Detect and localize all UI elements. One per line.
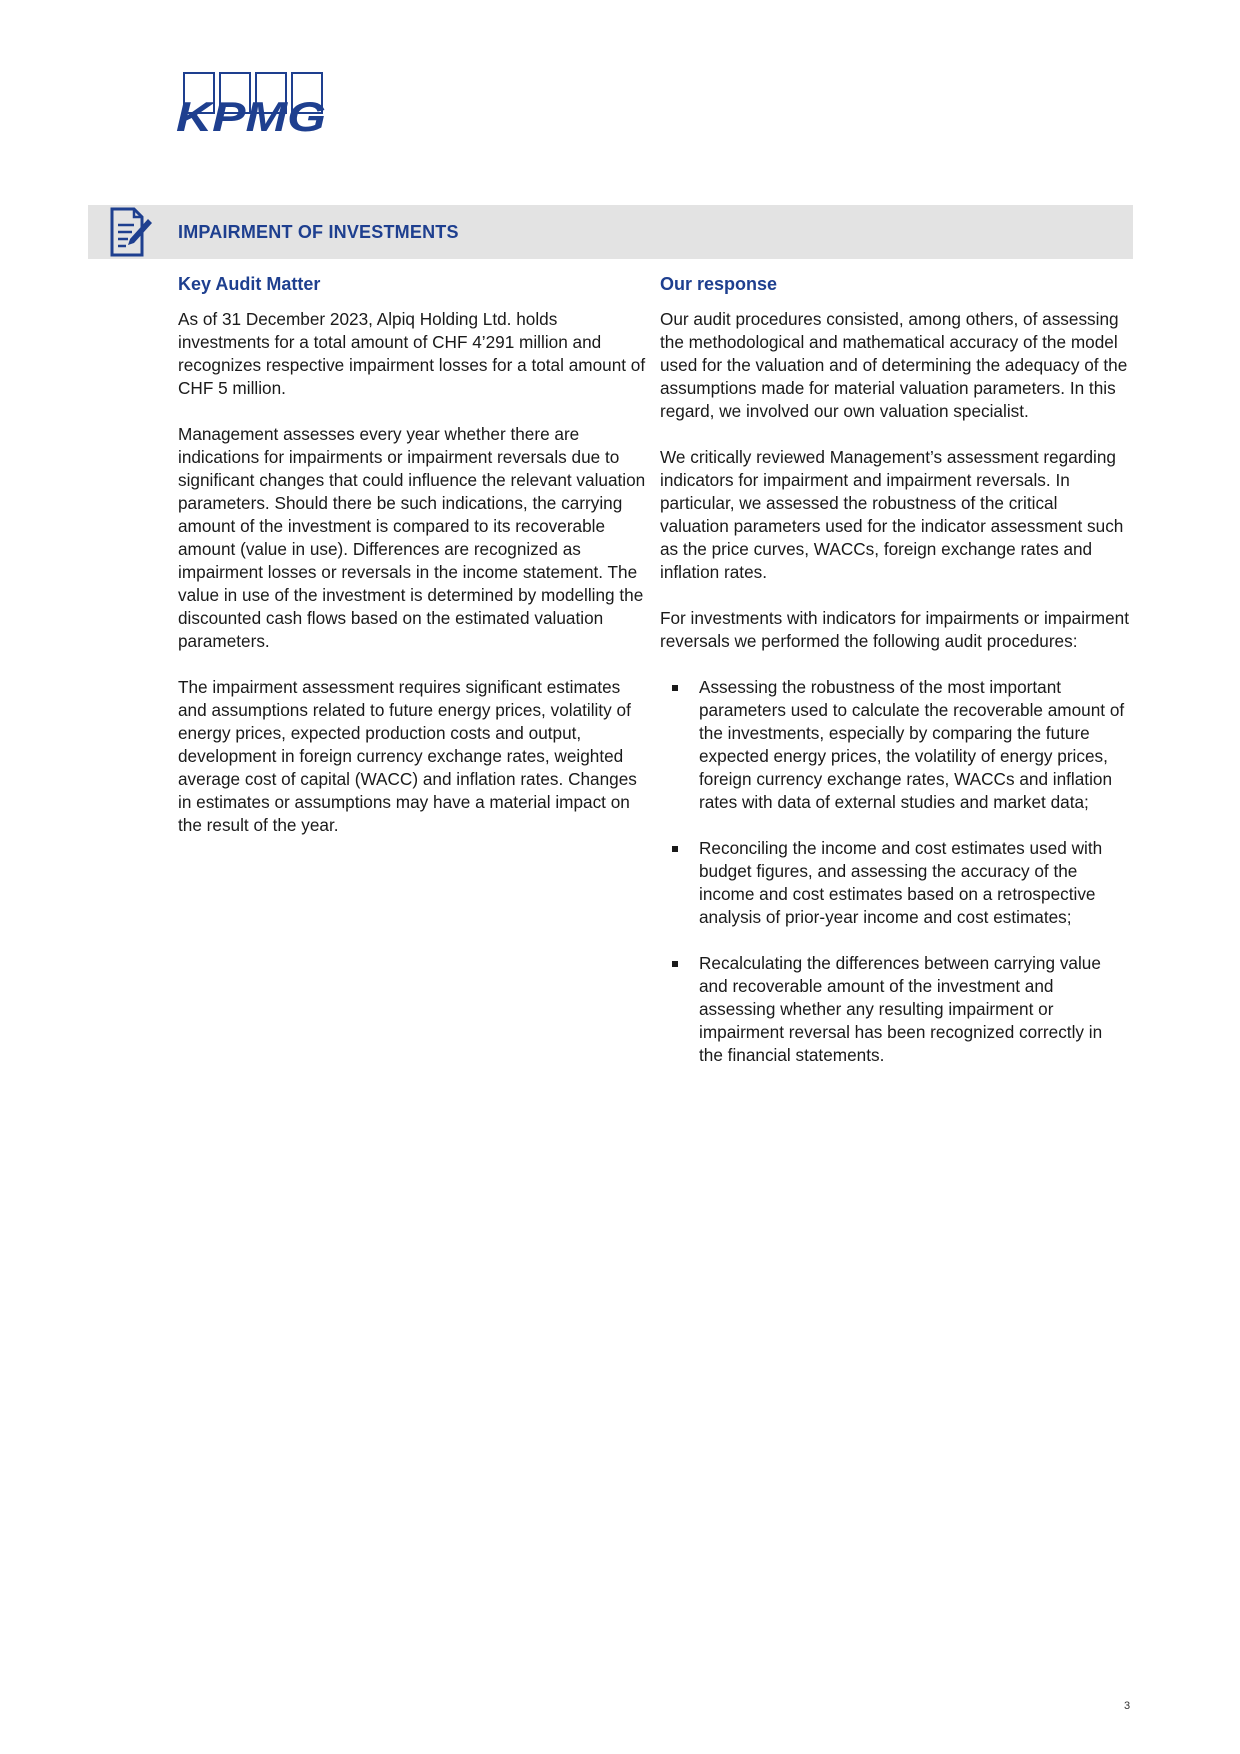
bullet-square-icon	[672, 961, 678, 967]
section-banner	[88, 205, 1133, 259]
key-audit-matter-heading: Key Audit Matter	[178, 274, 321, 294]
kam-paragraph: As of 31 December 2023, Alpiq Holding Ltd. holds investments for a total amount of CHF 4’291 million and recognizes respective impairment losses for a total amount of CHF 5 million.	[178, 309, 646, 398]
list-item	[660, 952, 1130, 1067]
bullet-square-icon	[672, 685, 678, 691]
bullet-square-icon	[672, 846, 678, 852]
procedures-list	[660, 676, 1130, 1067]
our-response-heading: Our response	[660, 274, 778, 294]
page-number: 3	[1124, 1700, 1131, 1712]
response-paragraph: For investments with indicators for impairments or impairment reversals we performed the following audit procedures:	[660, 608, 1129, 651]
list-item	[660, 837, 1130, 929]
our-response-column	[660, 272, 1130, 1090]
list-item-text: Recalculating the differences between carrying value and recoverable amount of the investment and assessing whether any resulting impairment or impairment reversal has been recognized correctly in the financial statements.	[699, 953, 1103, 1065]
kpmg-logo	[176, 72, 328, 136]
logo-wordmark: KPMG	[176, 93, 326, 136]
key-audit-matter-column	[178, 272, 648, 860]
document-pen-icon	[108, 205, 156, 259]
kam-paragraph: Management assesses every year whether there are indications for impairments or impairment reversals due to significant changes that could influence the relevant valuation parameters. Should there be such indications, the carrying amount of the investment is compared to its recoverable amount (value in use). Differences are recognized as impairment losses or reversals in the income statement. The value in use of the investment is determined by modelling the discounted cash flows based on the estimated valuation parameters.	[178, 424, 646, 651]
list-item-text: Assessing the robustness of the most important parameters used to calculate the recoverable amount of the investments, especially by comparing the future expected energy prices, the volatility of energy prices, foreign currency exchange rates, WACCs and inflation rates with data of external studies and market data;	[699, 677, 1125, 812]
list-item	[660, 676, 1130, 814]
section-title: IMPAIRMENT OF INVESTMENTS	[178, 222, 459, 242]
response-paragraph: We critically reviewed Management’s assessment regarding indicators for impairment and impairment reversals. In particular, we assessed the robustness of the critical valuation parameters used for the indicator assessment such as the price curves, WACCs, foreign exchange rates and inflation rates.	[660, 447, 1124, 582]
list-item-text: Reconciling the income and cost estimates used with budget figures, and assessing the accuracy of the income and cost estimates based on a retrospective analysis of prior-year income and cost estimates;	[699, 838, 1103, 927]
kam-paragraph: The impairment assessment requires significant estimates and assumptions related to future energy prices, volatility of energy prices, expected production costs and output, development in foreign currency exchange rates, weighted average cost of capital (WACC) and inflation rates. Changes in estimates or assumptions may have a material impact on the result of the year.	[178, 677, 637, 835]
response-paragraph: Our audit procedures consisted, among others, of assessing the methodological and mathematical accuracy of the model used for the valuation and of determining the adequacy of the assumptions made for material valuation parameters. In this regard, we involved our own valuation specialist.	[660, 309, 1128, 421]
